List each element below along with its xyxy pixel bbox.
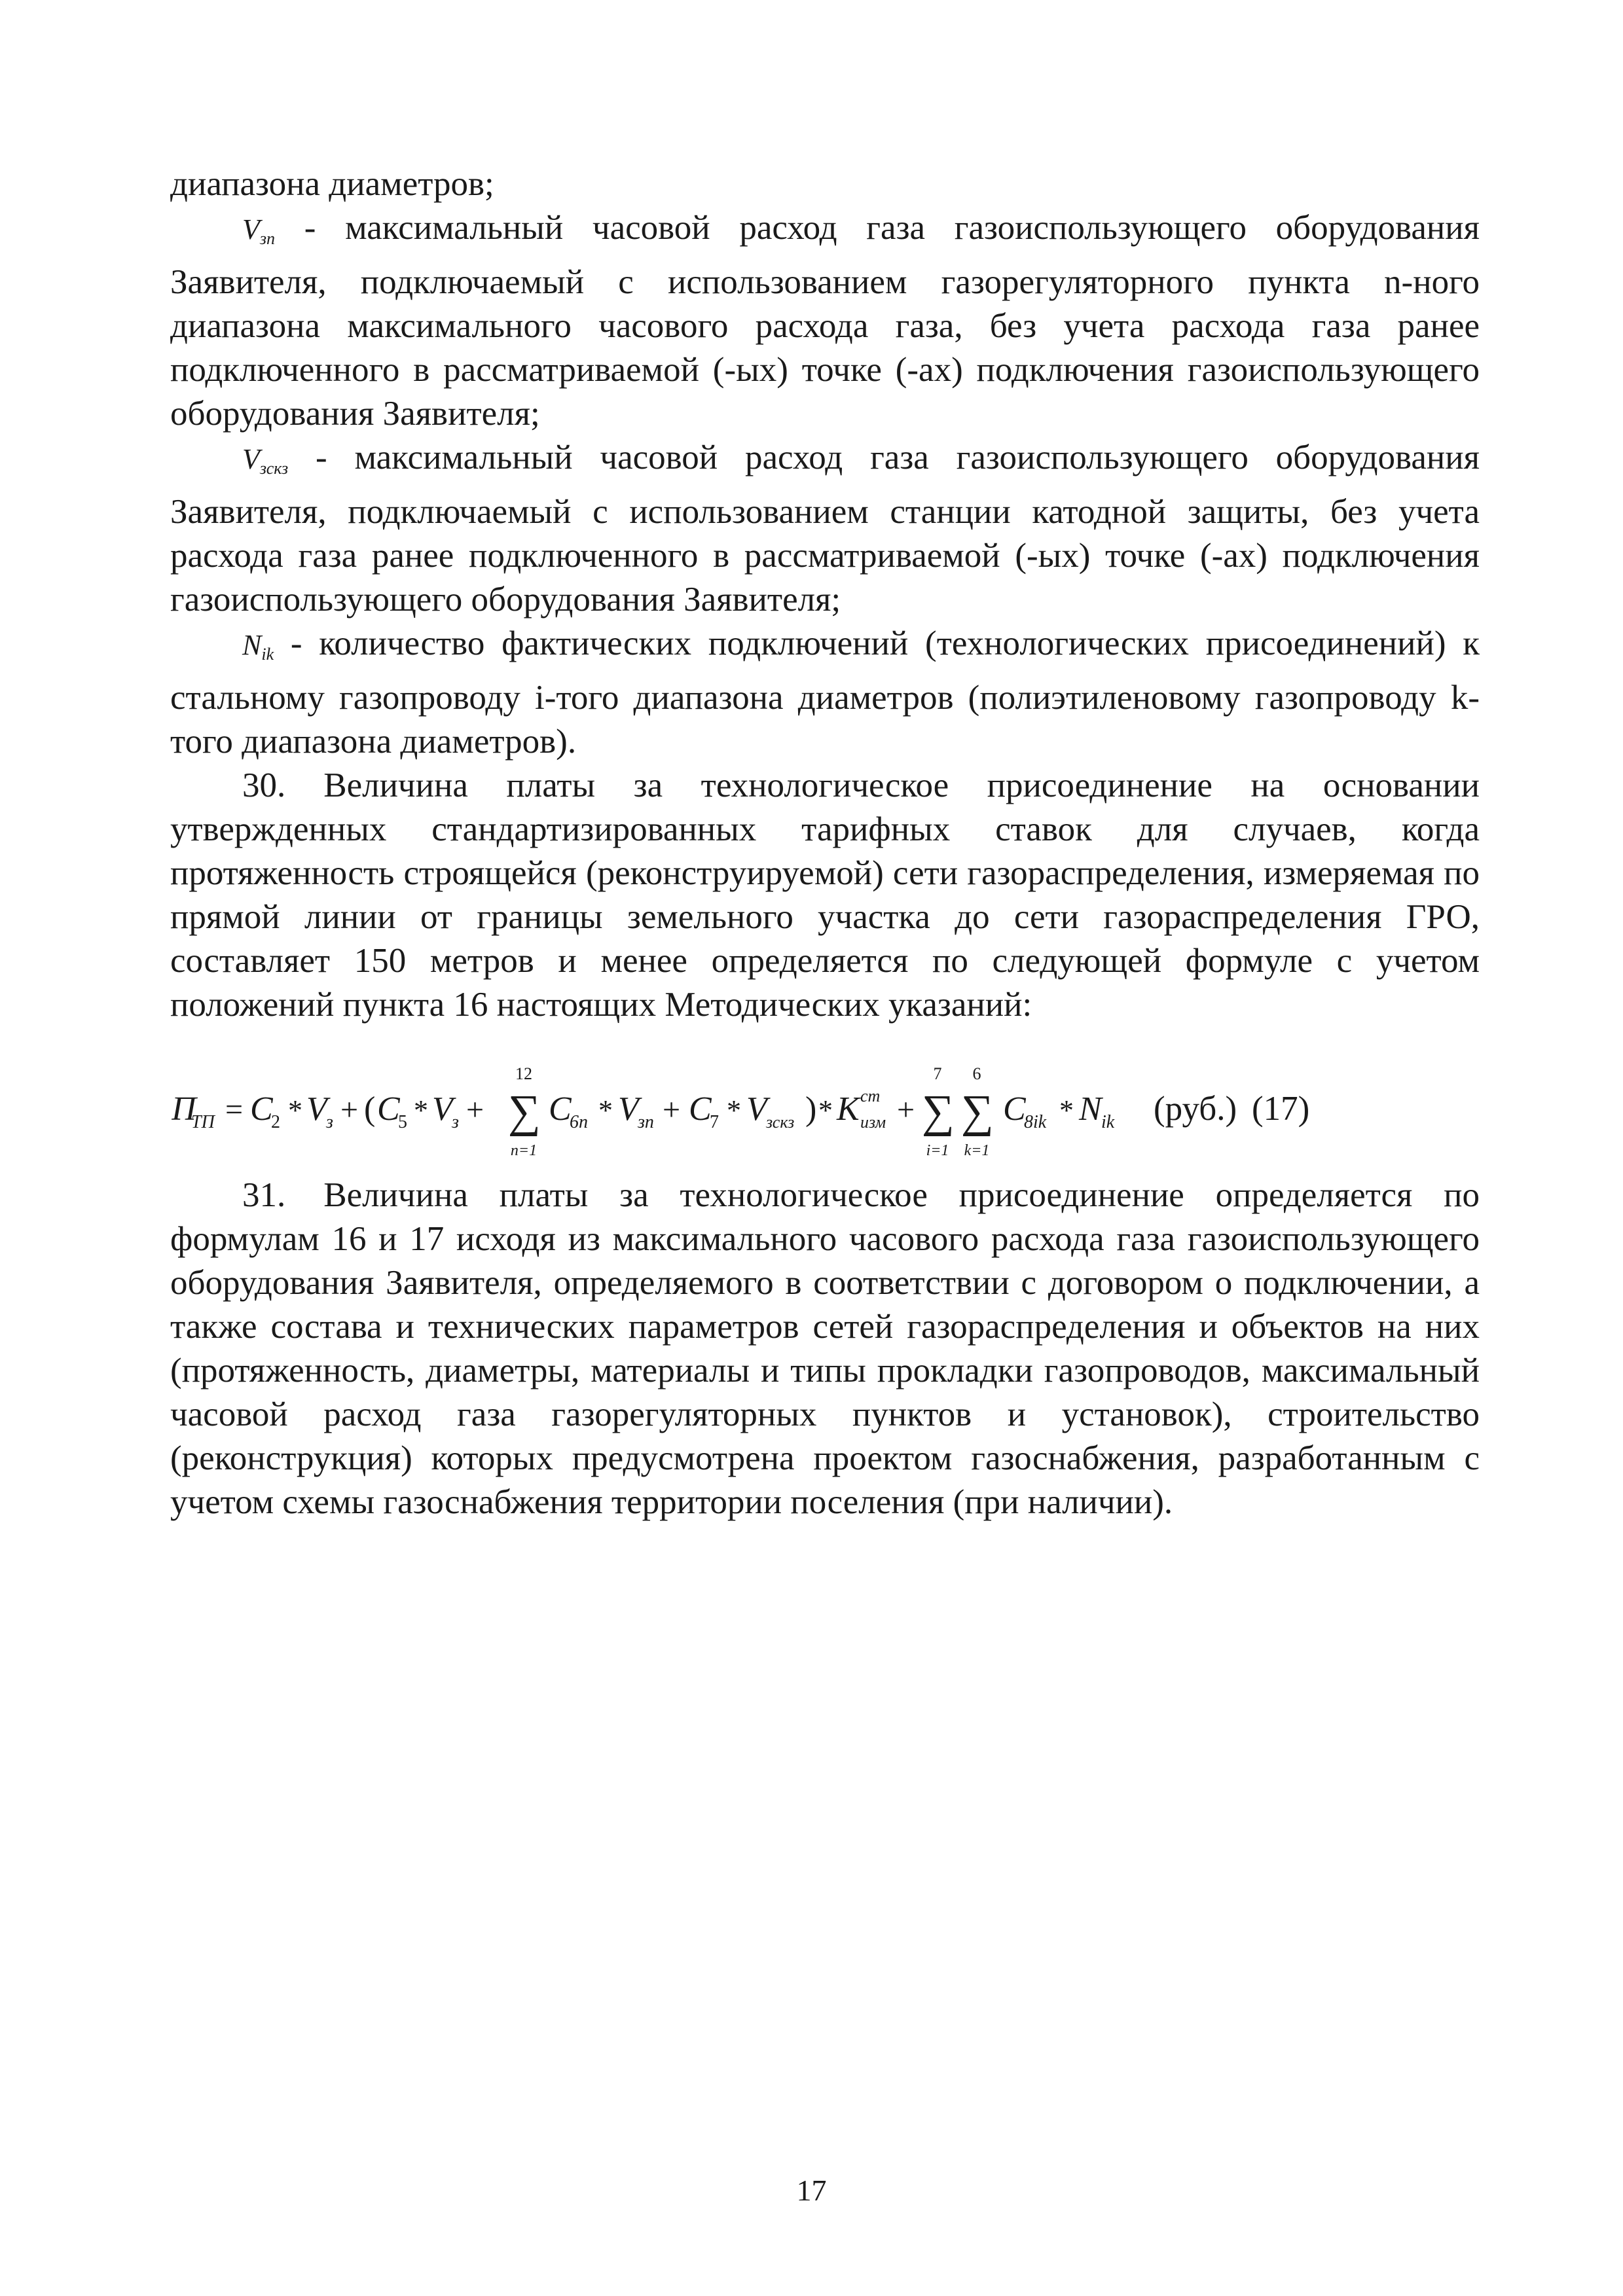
formula-svg xyxy=(172,1064,1481,1162)
definition-vzskz xyxy=(170,436,1480,622)
formula-sum1-sigma: ∑ xyxy=(508,1086,541,1137)
formula-unit: (руб.) xyxy=(1154,1090,1237,1128)
paragraph-31-text: Величина платы за технологическое присоединение определяется по формулам 16 и 17 исходя из максимального часового расхода газа газоиспользующего оборудования Заявителя, определяемого в соответствии с договором о подключении, а также состава и технических параметров сетей газораспределения и объектов на них (протяженность, диаметры, материалы и типы прокладки газопроводов, максимальный часовой расход газа газорегуляторных пунктов и установок), строительство (реконструкция) которых предусмотрена проектом газоснабжения, разработанным с учетом схемы газоснабжения территории поселения (при наличии). xyxy=(170,1176,1480,1521)
vzp-symbol: $V_{зп}$ xyxy=(242,213,276,248)
continuation-line: диапазона диаметров; xyxy=(170,165,494,203)
formula-k: K xyxy=(837,1090,860,1128)
formula-k-sub: изм xyxy=(860,1113,886,1132)
formula-vzp: V xyxy=(618,1090,639,1128)
formula-sum1-top: 12 xyxy=(515,1064,532,1083)
formula-k-sup: ст xyxy=(860,1086,881,1105)
formula-v3-sub: з xyxy=(326,1112,333,1132)
formula-plus-3: + xyxy=(663,1092,681,1127)
paragraph-31 xyxy=(170,1174,1480,1524)
formula-17 xyxy=(172,1064,1481,1162)
definition-nik xyxy=(170,622,1480,764)
formula-star-4: * xyxy=(727,1094,741,1126)
formula-c5-sub: 5 xyxy=(398,1112,407,1132)
formula-c6: C xyxy=(549,1090,572,1128)
formula-star-1: * xyxy=(288,1094,302,1126)
formula-sum1-bottom: n=1 xyxy=(510,1142,538,1159)
formula-vzskz: V xyxy=(746,1090,767,1128)
formula-v3-2: V xyxy=(432,1090,453,1128)
nik-definition-text: - количество фактических подключений (технологических присоединений) к стальному газопроводу i-того диапазона диаметров (полиэтиленовому газопроводу k-того диапазона диаметров). xyxy=(170,624,1480,761)
vzskz-symbol: $V_{зскз}$ xyxy=(242,443,289,478)
definition-vzp xyxy=(170,206,1480,436)
formula-sum3-top: 6 xyxy=(972,1064,981,1083)
lower-text-block xyxy=(170,1174,1480,1524)
formula-open-paren: ( xyxy=(364,1090,376,1128)
vzskz-definition-text: - максимальный часовой расход газа газоиспользующего оборудования Заявителя, подключаемый с использованием станции катодной защиты, без учета расхода газа ранее подключенного в рассматриваемой (-ых) точке (-ах) подключения газоиспользующего оборудования Заявителя; xyxy=(170,439,1480,619)
paragraph-30-text: Величина платы за технологическое присоединение на основании утвержденных стандартизированных тарифных ставок для случаев, когда протяженность строящейся (реконструируемой) сети газораспределения, измеряемая по прямой линии от границы земельного участка до сети газораспределения ГРО, составляет 150 метров и менее определяется по следующей формуле с учетом положений пункта 16 настоящих Методических указаний: xyxy=(170,766,1480,1024)
formula-n: N xyxy=(1079,1090,1102,1128)
formula-sum3-sigma: ∑ xyxy=(961,1086,994,1137)
paragraph-30-number: 30. xyxy=(242,766,286,804)
formula-c6-sub: 6n xyxy=(570,1112,588,1132)
page-number: 17 xyxy=(796,2174,827,2207)
formula-c7-sub: 7 xyxy=(710,1112,719,1132)
formula-star-5: * xyxy=(818,1094,833,1126)
formula-v3: V xyxy=(306,1090,327,1128)
formula-close-paren: ) xyxy=(805,1090,817,1128)
formula-c7: C xyxy=(689,1090,712,1128)
formula-lhs-sub: ТП xyxy=(191,1112,215,1132)
formula-sum2-top: 7 xyxy=(933,1064,942,1083)
formula-vzp-sub: зп xyxy=(638,1112,654,1132)
formula-sum3-bottom: k=1 xyxy=(964,1142,990,1159)
formula-sum2-sigma: ∑ xyxy=(922,1086,955,1137)
formula-c8: C xyxy=(1003,1090,1026,1128)
vzp-definition-text: - максимальный часовой расход газа газоиспользующего оборудования Заявителя, подключаемый с использованием газорегуляторного пункта n-ного диапазона максимального часового расхода газа, без учета расхода газа ранее подключенного в рассматриваемой (-ых) точке (-ах) подключения газоиспользующего оборудования Заявителя; xyxy=(170,209,1480,433)
formula-c5: C xyxy=(377,1090,400,1128)
formula-v3-2-sub: з xyxy=(452,1112,459,1132)
nik-symbol: $N_{ik}$ xyxy=(242,629,274,664)
formula-star-2: * xyxy=(414,1094,428,1126)
formula-c8-sub: 8ik xyxy=(1024,1112,1047,1132)
formula-number: (17) xyxy=(1252,1090,1310,1128)
formula-lhs: П xyxy=(172,1090,196,1128)
formula-star-3: * xyxy=(598,1094,613,1126)
paragraph-31-number: 31. xyxy=(242,1176,286,1214)
formula-plus-1: + xyxy=(340,1092,359,1127)
formula-c2: C xyxy=(250,1090,273,1128)
formula-n-sub: ik xyxy=(1101,1112,1115,1132)
formula-eq: = xyxy=(225,1092,244,1127)
formula-plus-4: + xyxy=(897,1092,915,1127)
formula-star-6: * xyxy=(1059,1094,1074,1126)
upper-text-block xyxy=(170,162,1480,1027)
paragraph-30 xyxy=(170,764,1480,1027)
formula-c2-sub: 2 xyxy=(271,1112,280,1132)
formula-vzskz-sub: зскз xyxy=(766,1113,795,1132)
formula-sum2-bottom: i=1 xyxy=(926,1142,949,1159)
formula-plus-2: + xyxy=(466,1092,484,1127)
